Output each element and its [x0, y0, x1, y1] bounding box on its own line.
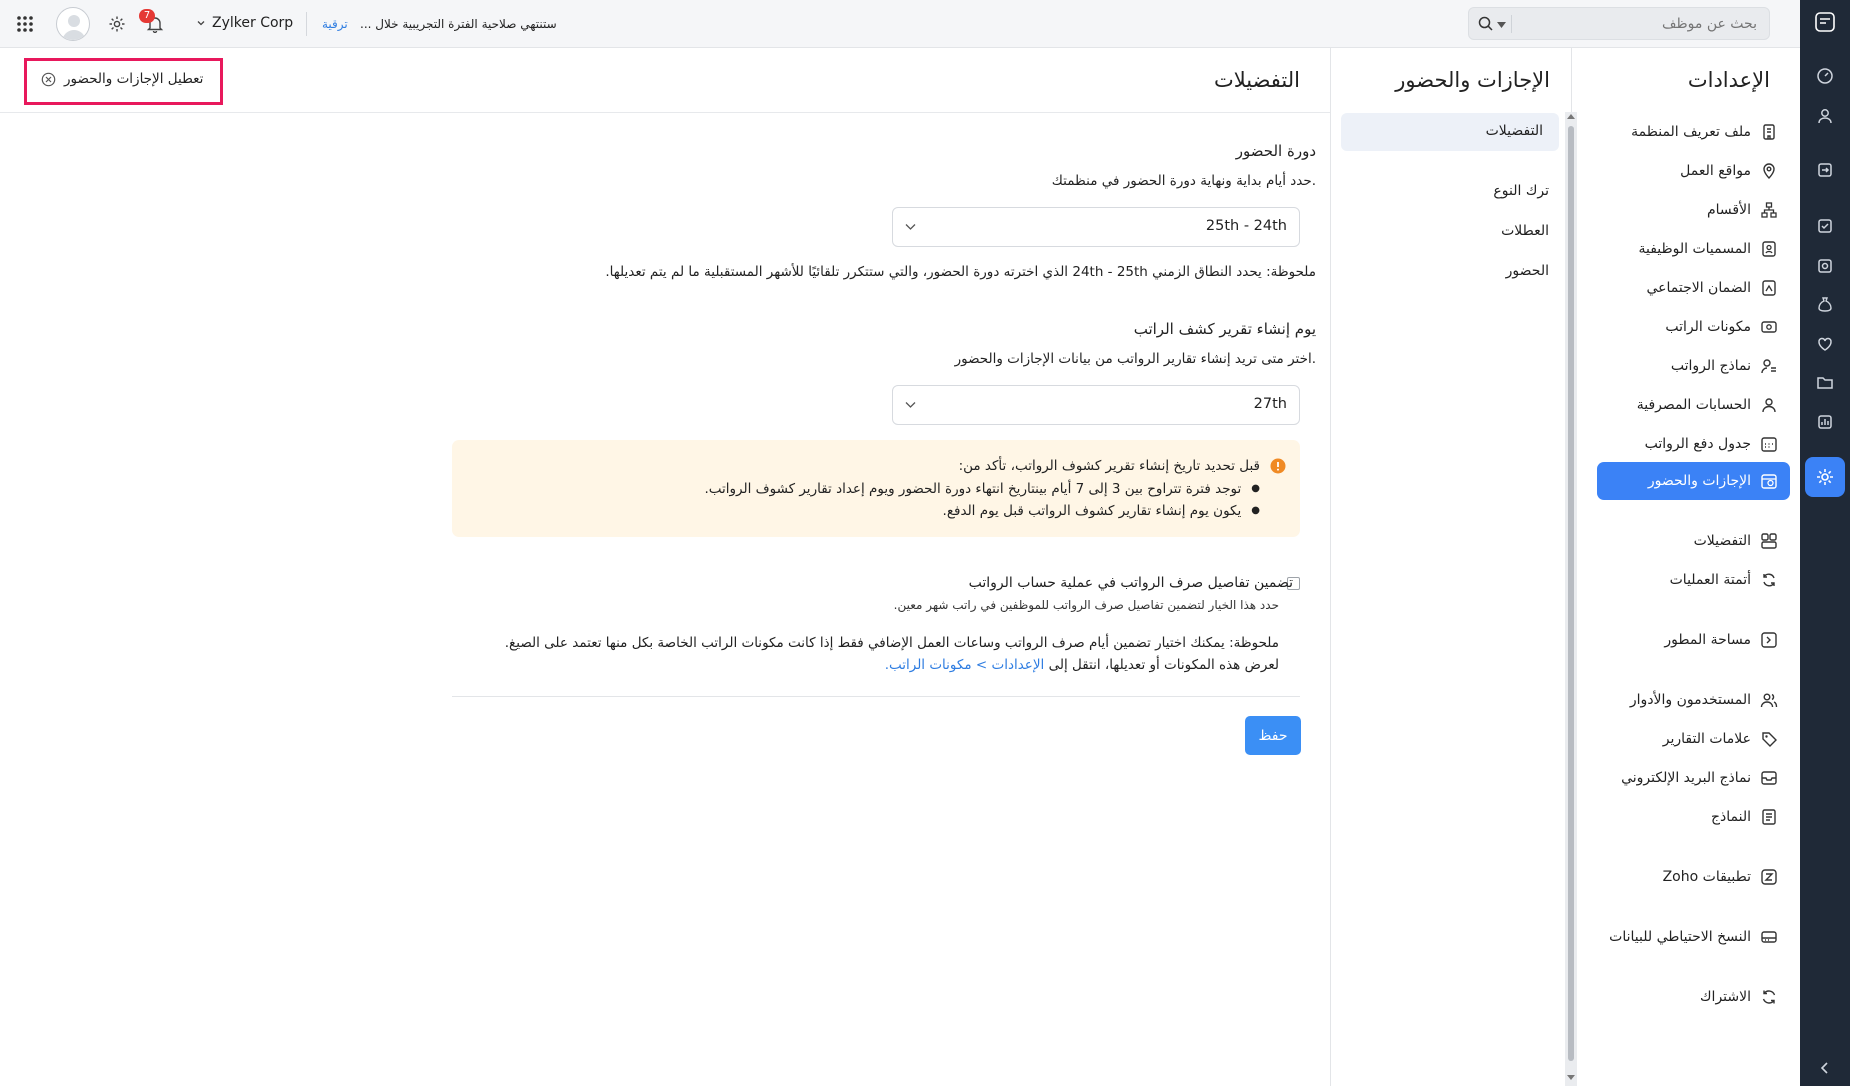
leave-panel-title: الإجازات والحضور [1395, 68, 1550, 92]
warning-item: ● توجد فترة تتراوح بين 3 إلى 7 أيام بينتاريخ انتهاء دورة الحضور ويوم إعداد تقارير كشوف الرواتب. [704, 481, 1260, 497]
sidebar-scrollbar[interactable] [1565, 112, 1577, 1086]
sidebar-item-label: مكونات الراتب [1665, 319, 1751, 335]
sidebar-item-label: مساحة المطور [1664, 632, 1751, 648]
sidebar-item-calendar[interactable] [1645, 430, 1778, 458]
salary-components-link[interactable]: الإعدادات > مكونات الراتب. [884, 657, 1045, 673]
app-grid-icon[interactable] [16, 15, 34, 33]
divider [452, 696, 1300, 697]
sidebar-item-label: التفضيلات [1693, 533, 1751, 549]
sidebar-item-label: الضمان الاجتماعي [1646, 280, 1751, 296]
leave-nav-label: التفضيلات [1485, 123, 1543, 139]
sidebar-item-label: تطبيقات Zoho [1662, 869, 1751, 885]
sidebar-item-label: الأقسام [1707, 202, 1751, 218]
scroll-up-icon[interactable] [1567, 114, 1575, 119]
disable-leave-attendance-button[interactable] [41, 71, 203, 87]
header-divider [0, 112, 1330, 113]
note-line-2 [885, 657, 1279, 673]
backup-icon [1760, 928, 1778, 946]
salary-component-icon [1760, 318, 1778, 336]
preferences-icon [1760, 532, 1778, 550]
calendar-icon [1760, 435, 1778, 453]
cycle-select-value: 25th - 24th [1205, 218, 1287, 234]
documents-folder-icon[interactable] [1813, 370, 1837, 394]
sidebar-item-hand-shield[interactable] [1646, 274, 1778, 302]
collapse-chevron-icon[interactable] [1813, 1056, 1837, 1080]
payslip-select-value: 27th [1253, 396, 1287, 412]
chevron-down-icon [905, 223, 916, 231]
sidebar-item-leave-calendar[interactable] [1648, 467, 1778, 495]
search-filter-dropdown[interactable] [1497, 22, 1506, 28]
reports-icon[interactable] [1813, 410, 1837, 434]
gear-icon[interactable] [108, 15, 126, 33]
notification-badge: 7 [139, 9, 155, 23]
sidebar-item-email-template[interactable] [1621, 764, 1778, 792]
cycle-title: دورة الحضور [1235, 142, 1316, 160]
sidebar-item-preferences[interactable] [1694, 527, 1778, 555]
sidebar-item-forms[interactable] [1711, 803, 1778, 831]
leave-nav-item-holidays[interactable]: العطلات [1501, 223, 1549, 239]
sidebar-item-tag[interactable] [1663, 725, 1778, 753]
benefits-heart-icon[interactable] [1813, 332, 1837, 356]
sidebar-item-building[interactable] [1631, 118, 1778, 146]
sidebar-item-label: النماذج [1710, 809, 1751, 825]
disable-button-label: تعطيل الإجازات والحضور [64, 71, 204, 87]
email-template-icon [1760, 769, 1778, 787]
payslip-day-description: اختر متى تريد إنشاء تقارير الرواتب من بيانات الإجازات والحضور. [954, 351, 1316, 367]
sidebar-item-label: نماذج البريد الإلكتروني [1621, 770, 1751, 786]
scrollbar-thumb[interactable] [1568, 126, 1574, 1061]
sidebar-item-label: الحسابات المصرفية [1636, 397, 1751, 413]
id-badge-icon [1760, 240, 1778, 258]
location-pin-icon [1760, 162, 1778, 180]
cycle-description: حدد أيام بداية ونهاية دورة الحضور في منظمتك. [1051, 173, 1316, 189]
divider [1511, 15, 1512, 33]
save-button[interactable]: حفظ [1245, 716, 1301, 755]
sidebar-item-label: جدول دفع الرواتب [1644, 436, 1751, 452]
warning-item: ● يكون يوم إنشاء تقارير كشوف الرواتب قبل يوم الدفع. [942, 503, 1260, 519]
panel-divider [1330, 48, 1331, 1086]
sidebar-item-label: المستخدمون والأدوار [1629, 692, 1751, 708]
bank-account-icon [1760, 396, 1778, 414]
avatar[interactable] [56, 7, 90, 41]
warning-icon [1270, 458, 1286, 474]
sidebar-item-users[interactable] [1630, 686, 1778, 714]
salary-template-icon [1760, 357, 1778, 375]
org-name: Zylker Corp [212, 15, 294, 31]
employee-icon[interactable] [1813, 104, 1837, 128]
divider [306, 12, 307, 36]
upgrade-link[interactable]: ترقية [322, 17, 348, 31]
forms-icon [1760, 808, 1778, 826]
leave-nav-item-leave-type[interactable]: ترك النوع [1493, 183, 1549, 199]
sidebar-item-label: المسميات الوظيفية [1638, 241, 1751, 257]
automation-icon [1760, 571, 1778, 589]
warning-box [452, 440, 1300, 537]
trial-message: ستنتهي صلاحية الفترة التجريبية خلال ... [360, 17, 557, 31]
zoho-apps-icon [1760, 868, 1778, 886]
building-icon [1760, 123, 1778, 141]
note-prefix: لعرض هذه المكونات أو تعديلها، انتقل إلى [1048, 657, 1279, 673]
chevron-down-icon [905, 401, 916, 409]
scroll-down-icon[interactable] [1567, 1075, 1575, 1080]
sidebar-item-subscription[interactable] [1700, 983, 1778, 1011]
sidebar-item-label: ملف تعريف المنظمة [1631, 124, 1751, 140]
tag-icon [1760, 730, 1778, 748]
money-bag-icon[interactable] [1813, 292, 1837, 316]
sidebar-item-label: علامات التقارير [1662, 731, 1751, 747]
checkbox-label: تضمين تفاصيل صرف الرواتب في عملية حساب الرواتب [968, 575, 1293, 591]
settings-title: الإعدادات [1687, 68, 1770, 92]
sidebar-item-salary-component[interactable] [1665, 313, 1778, 341]
employee-search[interactable] [1468, 7, 1770, 40]
payslip-day-select[interactable] [892, 385, 1300, 425]
sidebar-item-automation[interactable] [1670, 566, 1778, 594]
sidebar-item-salary-template[interactable] [1671, 352, 1778, 380]
sidebar-item-location-pin[interactable] [1680, 157, 1778, 185]
sidebar-item-label: الاشتراك [1700, 989, 1751, 1005]
top-bar [0, 0, 1800, 48]
sidebar-item-label: مواقع العمل [1680, 163, 1751, 179]
org-switcher[interactable] [196, 15, 293, 31]
note-line-1: ملحوظة: يمكنك اختيار تضمين أيام صرف الرواتب وساعات العمل الإضافي فقط إذا كانت مكونات الراتب الخاصة بكل منها تعتمد على الصيغ. [504, 635, 1279, 651]
checkbox-description: حدد هذا الخيار لتضمين تفاصيل صرف الرواتب للموظفين في راتب شهر معين. [893, 598, 1279, 612]
cycle-note: ملحوظة: يحدد النطاق الزمني 24th - 25th الذي اخترته دورة الحضور، والتي ستتكرر تلقائيًا للأشهر المستقبلية ما لم يتم تعديلها. [605, 264, 1316, 280]
leave-calendar-icon [1760, 472, 1778, 490]
highlight-box [24, 58, 223, 105]
subscription-icon [1760, 988, 1778, 1006]
app-logo-icon[interactable] [1813, 10, 1837, 34]
login-icon[interactable] [1813, 158, 1837, 182]
leave-nav-item-preferences[interactable] [1341, 113, 1559, 151]
sidebar-item-label: النسخ الاحتياطي للبيانات [1609, 929, 1751, 945]
close-circle-icon [41, 72, 56, 87]
sidebar-item-bank-account[interactable] [1637, 391, 1778, 419]
sidebar-item-id-badge[interactable] [1638, 235, 1778, 263]
sidebar-item-backup[interactable] [1609, 923, 1778, 951]
approvals-icon[interactable] [1813, 214, 1837, 238]
payslip-day-title: يوم إنشاء تقرير كشف الراتب [1133, 320, 1316, 338]
sidebar-item-department-tree[interactable] [1707, 196, 1778, 224]
app-rail [1800, 0, 1850, 1086]
sidebar-item-label: نماذج الرواتب [1670, 358, 1751, 374]
payroll-icon[interactable] [1813, 254, 1837, 278]
dashboard-icon[interactable] [1813, 64, 1837, 88]
department-tree-icon [1760, 201, 1778, 219]
chevron-down-icon [196, 18, 206, 28]
settings-gear-icon[interactable] [1805, 457, 1845, 497]
search-input[interactable] [1527, 14, 1757, 34]
sidebar-item-developer[interactable] [1664, 626, 1778, 654]
attendance-cycle-select[interactable] [892, 207, 1300, 247]
search-icon[interactable] [1478, 16, 1493, 31]
page-title: التفضيلات [1213, 68, 1300, 92]
sidebar-item-label: أتمتة العمليات [1669, 572, 1751, 588]
sidebar-item-label: الإجازات والحضور [1647, 473, 1751, 489]
developer-icon [1760, 631, 1778, 649]
hand-shield-icon [1760, 279, 1778, 297]
sidebar-item-zoho-apps[interactable] [1663, 863, 1778, 891]
warning-title: قبل تحديد تاريخ إنشاء تقرير كشوف الرواتب، تأكد من: [958, 458, 1260, 474]
users-icon [1760, 691, 1778, 709]
leave-nav-item-attendance[interactable]: الحضور [1505, 263, 1549, 279]
